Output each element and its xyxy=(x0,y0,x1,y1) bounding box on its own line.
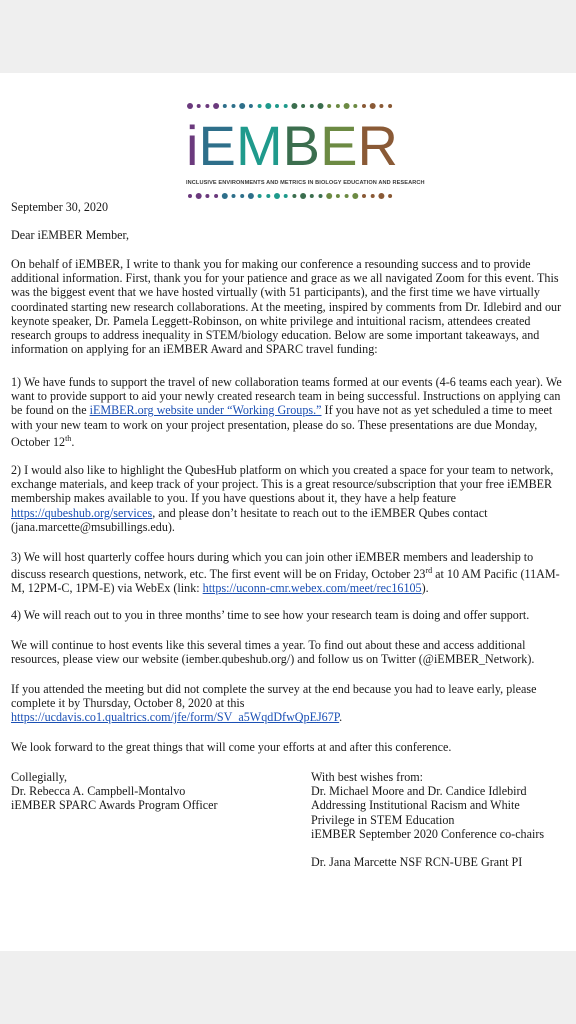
events-paragraph: We will continue to host events like this several times a year. To find out about these and access additional resources, please view our website (iember.qubeshub.org/) and follow us on Twitter (@iEMBER_Network). xyxy=(11,638,535,667)
survey-paragraph xyxy=(11,682,567,725)
logo-dot xyxy=(378,193,384,199)
item-4-paragraph: 4) We will reach out to you in three months’ time to see how your research team is doing and offer support. xyxy=(11,608,530,622)
sig-right-line: iEMBER September 2020 Conference co-chairs xyxy=(311,826,545,841)
logo-letter: B xyxy=(282,114,321,177)
logo-dot xyxy=(326,193,332,199)
letter-page xyxy=(0,73,576,951)
logo-dot xyxy=(232,104,236,108)
logo-dot xyxy=(371,194,375,198)
item-1-sup: th xyxy=(65,433,72,443)
logo-dot xyxy=(352,193,358,199)
iember-logo xyxy=(186,98,425,208)
logo-dot xyxy=(379,104,383,108)
qubeshub-services-link[interactable]: https://qubeshub.org/services xyxy=(11,505,153,520)
logo-dot xyxy=(345,194,349,198)
letter-salutation: Dear iEMBER Member, xyxy=(11,228,130,242)
sig-right-line: Dr. Jana Marcette NSF RCN-UBE Grant PI xyxy=(311,855,523,870)
logo-dot xyxy=(388,194,392,198)
logo-letter: E xyxy=(198,114,236,177)
logo-dot xyxy=(336,104,340,108)
item-1-paragraph xyxy=(11,375,567,449)
item-1-text-c: . xyxy=(71,434,75,449)
logo-dot xyxy=(319,194,323,198)
logo-dot xyxy=(197,104,201,108)
webex-link[interactable]: https://uconn-cmr.webex.com/meet/rec16105 xyxy=(202,581,422,596)
survey-link[interactable]: https://ucdavis.co1.qualtrics.com/jfe/form/SV_a5WqdDfwQpEJ67P xyxy=(11,710,340,725)
item-3-text: 3) We will host quarterly coffee hours during which you can join other iEMBER members and leadership to discuss research questions, network, etc. The first event will be on Friday, October 23 xyxy=(11,550,534,582)
logo-dot xyxy=(353,104,357,108)
sig-right-line: With best wishes from: xyxy=(311,770,424,784)
logo-dot xyxy=(240,194,244,198)
working-groups-link[interactable]: iEMBER.org website under “Working Groups.” xyxy=(89,403,322,418)
logo-wordmark xyxy=(186,114,398,177)
item-3-text-c: ). xyxy=(421,581,429,596)
logo-dot xyxy=(249,104,253,108)
logo-dot xyxy=(310,194,314,198)
logo-dot xyxy=(370,103,376,109)
logo-dot xyxy=(205,104,209,108)
logo-dot xyxy=(258,104,262,108)
sig-right-line: Addressing Institutional Racism and White xyxy=(311,798,520,813)
logo-dot xyxy=(266,194,270,198)
sig-right-line: Dr. Michael Moore and Dr. Candice Idlebird xyxy=(311,784,527,799)
letter-date: September 30, 2020 xyxy=(11,200,109,214)
item-3-sup: rd xyxy=(425,566,433,576)
logo-dot xyxy=(327,104,331,108)
sig-left-line: Collegially, xyxy=(11,770,67,784)
logo-letter: i xyxy=(186,114,199,177)
logo-dot xyxy=(362,194,366,198)
logo-dots-bottom xyxy=(186,192,398,200)
signature-left xyxy=(11,770,218,813)
logo-dot xyxy=(222,193,228,199)
logo-dot xyxy=(265,103,271,109)
logo-dot xyxy=(205,194,209,198)
sig-right-line xyxy=(311,841,544,855)
logo-letter: M xyxy=(235,114,283,177)
sig-right-line: Privilege in STEM Education xyxy=(311,812,455,827)
logo-dot xyxy=(213,103,219,109)
sig-left-line: Dr. Rebecca A. Campbell-Montalvo xyxy=(11,784,186,799)
item-2-text-b: , and please don’t hesitate to reach out to the iEMBER Qubes contact (jana.marcette@msubillings.edu). xyxy=(11,505,488,534)
item-3-text-b: at 10 AM Pacific (11AM-M, 12PM-C, 1PM-E) via WebEx (link: xyxy=(11,567,560,596)
logo-dot xyxy=(291,103,297,109)
logo-dot xyxy=(187,103,193,109)
item-3-paragraph xyxy=(11,550,567,596)
logo-dot xyxy=(214,194,218,198)
logo-dot xyxy=(188,194,192,198)
signature-right xyxy=(311,770,544,869)
logo-dots-top xyxy=(186,102,398,110)
survey-text: If you attended the meeting but did not complete the survey at the end because you had to leave early, please complete it by Thursday, October 8, 2020 at this xyxy=(11,682,537,711)
logo-dot xyxy=(258,194,262,198)
item-1-text: 1) We have funds to support the travel of new collaboration teams formed at our events (4-6 teams each year). We want to provide support to aid your newly created research team in being successful. Instructions on applying can be found on the xyxy=(11,375,562,418)
intro-paragraph: On behalf of iEMBER, I write to thank you for making our conference a resounding success and to provide additional information. First, thank you for your patience and grace as we all navigated Zoom for this event. This was the biggest event that we have hosted virtually (with 51 participants), and the first time we have virtually coordinated starting new research collaborations. At the meeting, inspired by comments from Dr. Idlebird and our keynote speaker, Dr. Pamela Leggett-Robinson, on white privilege and intuitional racism, attendees created research groups to address inequality in STEM/biology education. Below are some important takeaways, and information on applying for an iEMBER Award and SPARC travel funding: xyxy=(11,257,562,357)
logo-dot xyxy=(239,103,245,109)
logo-dot xyxy=(232,194,236,198)
logo-dot xyxy=(388,104,392,108)
item-2-paragraph xyxy=(11,463,567,534)
logo-letter: E xyxy=(320,114,358,177)
closing-paragraph: We look forward to the great things that will come your efforts at and after this conference. xyxy=(11,740,452,754)
logo-dot xyxy=(196,193,202,199)
logo-tagline: INCLUSIVE ENVIRONMENTS AND METRICS IN BIOLOGY EDUCATION AND RESEARCH xyxy=(186,180,425,186)
logo-dot xyxy=(248,193,254,199)
logo-dot xyxy=(362,104,366,108)
logo-dot xyxy=(275,104,279,108)
item-2-text: 2) I would also like to highlight the QubesHub platform on which you created a space for your team to network, exchange materials, and keep track of your project. This is a great resource/subscription that your free iEMBER membership makes available to you. If you have questions about it, they have a help feature xyxy=(11,463,554,506)
logo-dot xyxy=(310,104,314,108)
logo-dot xyxy=(284,104,288,108)
item-1-text-b: If you have not as yet scheduled a time to meet with your new team to work on your project presentation, please do so. These presentations are due Monday, October 12 xyxy=(11,403,553,449)
logo-dot xyxy=(223,104,227,108)
logo-dot xyxy=(274,193,280,199)
logo-dot xyxy=(336,194,340,198)
logo-letter: R xyxy=(357,114,398,177)
logo-dot xyxy=(292,194,296,198)
logo-dot xyxy=(344,103,350,109)
survey-text-b: . xyxy=(339,710,343,725)
logo-dot xyxy=(284,194,288,198)
logo-dot xyxy=(301,104,305,108)
logo-dot xyxy=(318,103,324,109)
logo-dot xyxy=(300,193,306,199)
sig-left-line: iEMBER SPARC Awards Program Officer xyxy=(11,798,218,813)
